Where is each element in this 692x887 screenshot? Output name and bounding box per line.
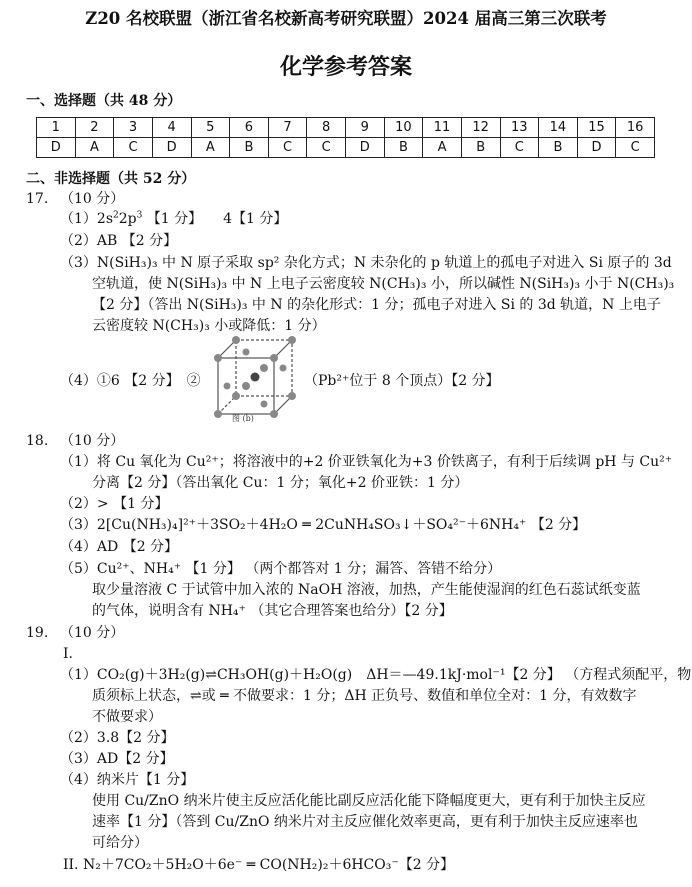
answer-cell: A (423, 138, 462, 158)
q19-part3: （3）AD【2 分】 (60, 751, 174, 767)
question-number-cell: 15 (577, 118, 616, 138)
q17-part3-line: 云密度较 N(CH₃)₃ 小或降低：1 分） (92, 318, 326, 334)
q17-part2: （2）AB 【2 分】 (60, 233, 178, 249)
q18-part1-line: （1）将 Cu 氧化为 Cu²⁺；将溶液中的+2 价亚铁氧化为+3 价铁离子，有利于后续调 pH 与 Cu²⁺ (60, 454, 673, 470)
q19-part-ii: II. N₂＋7CO₂＋5H₂O＋6e⁻ ═ CO(NH₂)₂＋6HCO₃⁻【2 分】 (63, 857, 455, 873)
q17-score: （10 分） (60, 191, 125, 207)
question-number-cell: 6 (230, 118, 269, 138)
answer-cell: D (152, 138, 191, 158)
question-number-cell: 5 (191, 118, 230, 138)
question-number-cell: 11 (423, 118, 462, 138)
q19-number: 19. (26, 625, 49, 641)
q17-part4-left: （4）①6 【2 分】 ② (60, 373, 201, 389)
subject-title: 化学参考答案 (279, 54, 412, 80)
q19-part2: （2）3.8【2 分】 (60, 730, 175, 746)
answer-cell: C (500, 138, 539, 158)
question-number-cell: 1 (37, 118, 76, 138)
q17-part3-line: （3）N(SiH₃)₃ 中 N 原子采取 sp² 杂化方式；N 未杂化的 p 轨道上的孤电子对进入 Si 原子的 3d (60, 255, 672, 271)
answer-cell: C (616, 138, 655, 158)
q18-number: 18. (26, 433, 49, 449)
answer-cell: D (37, 138, 76, 158)
q18-score: （10 分） (60, 433, 125, 449)
q17-part3-line: 空轨道，使 N(SiH₃)₃ 中 N 上电子云密度较 N(CH₃)₃ 小，所以碱性 N(SiH₃)₃ 小于 N(CH₃)₃ (92, 276, 675, 292)
q18-part2: （2）> 【1 分】 (60, 496, 169, 512)
q19-score: （10 分） (60, 625, 125, 641)
answer-cell: A (191, 138, 230, 158)
q19-part4-line: （4）纳米片【1 分】 (60, 772, 195, 788)
answer-row (37, 138, 655, 158)
answer-cell: C (268, 138, 307, 158)
q17-part4-right: （Pb²⁺位于 8 个顶点）【2 分】 (304, 373, 500, 389)
answer-cell: B (230, 138, 269, 158)
choice-answer-table (36, 117, 655, 158)
q19-part4-line: 使用 Cu/ZnO 纳米片使主反应活化能比副反应活化能下降幅度更大，更有利于加快主反应 (92, 793, 646, 809)
q19-part1-line: 质须标上状态，⇌或 ═ 不做要求：1 分；ΔH 正负号、数值和单位全对：1 分，有效数字 (92, 688, 637, 704)
q19-part4-line: 速率【1 分】（答到 Cu/ZnO 纳米片对主反应催化效率更高，更有利于加快主反应速率也 (92, 814, 638, 830)
q17-number: 17. (26, 191, 49, 207)
figure-caption: 图 (b) (232, 414, 254, 423)
q19-part-i-label: I. (63, 646, 73, 662)
answer-cell: B (384, 138, 423, 158)
q17-part3-line: 【2 分】（答出 N(SiH₃)₃ 中 N 的杂化形式：1 分；孤电子对进入 Si 的 3d 轨道，N 上电子 (92, 297, 661, 313)
question-number-cell: 12 (461, 118, 500, 138)
q19-part1-line: 不做要求） (92, 709, 162, 725)
answer-cell: B (461, 138, 500, 158)
question-number-cell: 9 (346, 118, 385, 138)
q18-part4: （4）AD 【2 分】 (60, 539, 179, 555)
q18-part5-line: 取少量溶液 C 于试管中加入浓的 NaOH 溶液，加热，产生能使湿润的红色石蕊试纸变蓝 (92, 582, 641, 598)
question-number-cell: 13 (500, 118, 539, 138)
q19-part1-line: （1）CO₂(g)＋3H₂(g)⇌CH₃OH(g)＋H₂O(g) ΔH＝—49.1kJ·mol⁻¹【2 分】 （方程式须配平，物 (60, 667, 692, 683)
q18-part1-line: 分离【2 分】（答出氧化 Cu：1 分；氧化+2 价亚铁：1 分） (92, 475, 469, 491)
question-number-cell: 14 (539, 118, 578, 138)
answer-cell: C (114, 138, 153, 158)
section-nonchoice-heading: 二、非选择题（共 52 分） (26, 171, 196, 187)
question-number-row (37, 118, 655, 138)
question-number-cell: 2 (75, 118, 114, 138)
question-number-cell: 3 (114, 118, 153, 138)
q18-part3: （3）2[Cu(NH₃)₄]²⁺＋3SO₂＋4H₂O ═ 2CuNH₄SO₃↓＋SO₄²⁻＋6NH₄⁺ 【2 分】 (60, 517, 587, 533)
answer-cell: D (577, 138, 616, 158)
question-number-cell: 10 (384, 118, 423, 138)
answer-cell: D (346, 138, 385, 158)
answer-cell: B (539, 138, 578, 158)
q18-part5-line: （5）Cu²⁺、NH₄⁺ 【1 分】 （两个都答对 1 分；漏答、答错不给分） (60, 561, 502, 577)
answer-cell: A (75, 138, 114, 158)
question-number-cell: 16 (616, 118, 655, 138)
exam-title: Z20 名校联盟（浙江省名校新高考研究联盟）2024 届高三第三次联考 (85, 9, 607, 28)
q18-part5-line: 的气体，说明含有 NH₄⁺ （其它合理答案也给分）【2 分】 (92, 603, 453, 619)
answer-cell: C (307, 138, 346, 158)
question-number-cell: 8 (307, 118, 346, 138)
crystal-structure-figure (210, 330, 300, 425)
q19-part4-line: 可给分） (92, 835, 148, 851)
q17-part1: $(1)2s^22p^3$ 【1 分】 4【1 分】 (60, 210, 288, 227)
question-number-cell: 7 (268, 118, 307, 138)
section-choice-heading: 一、选择题（共 48 分） (26, 93, 182, 109)
question-number-cell: 4 (152, 118, 191, 138)
